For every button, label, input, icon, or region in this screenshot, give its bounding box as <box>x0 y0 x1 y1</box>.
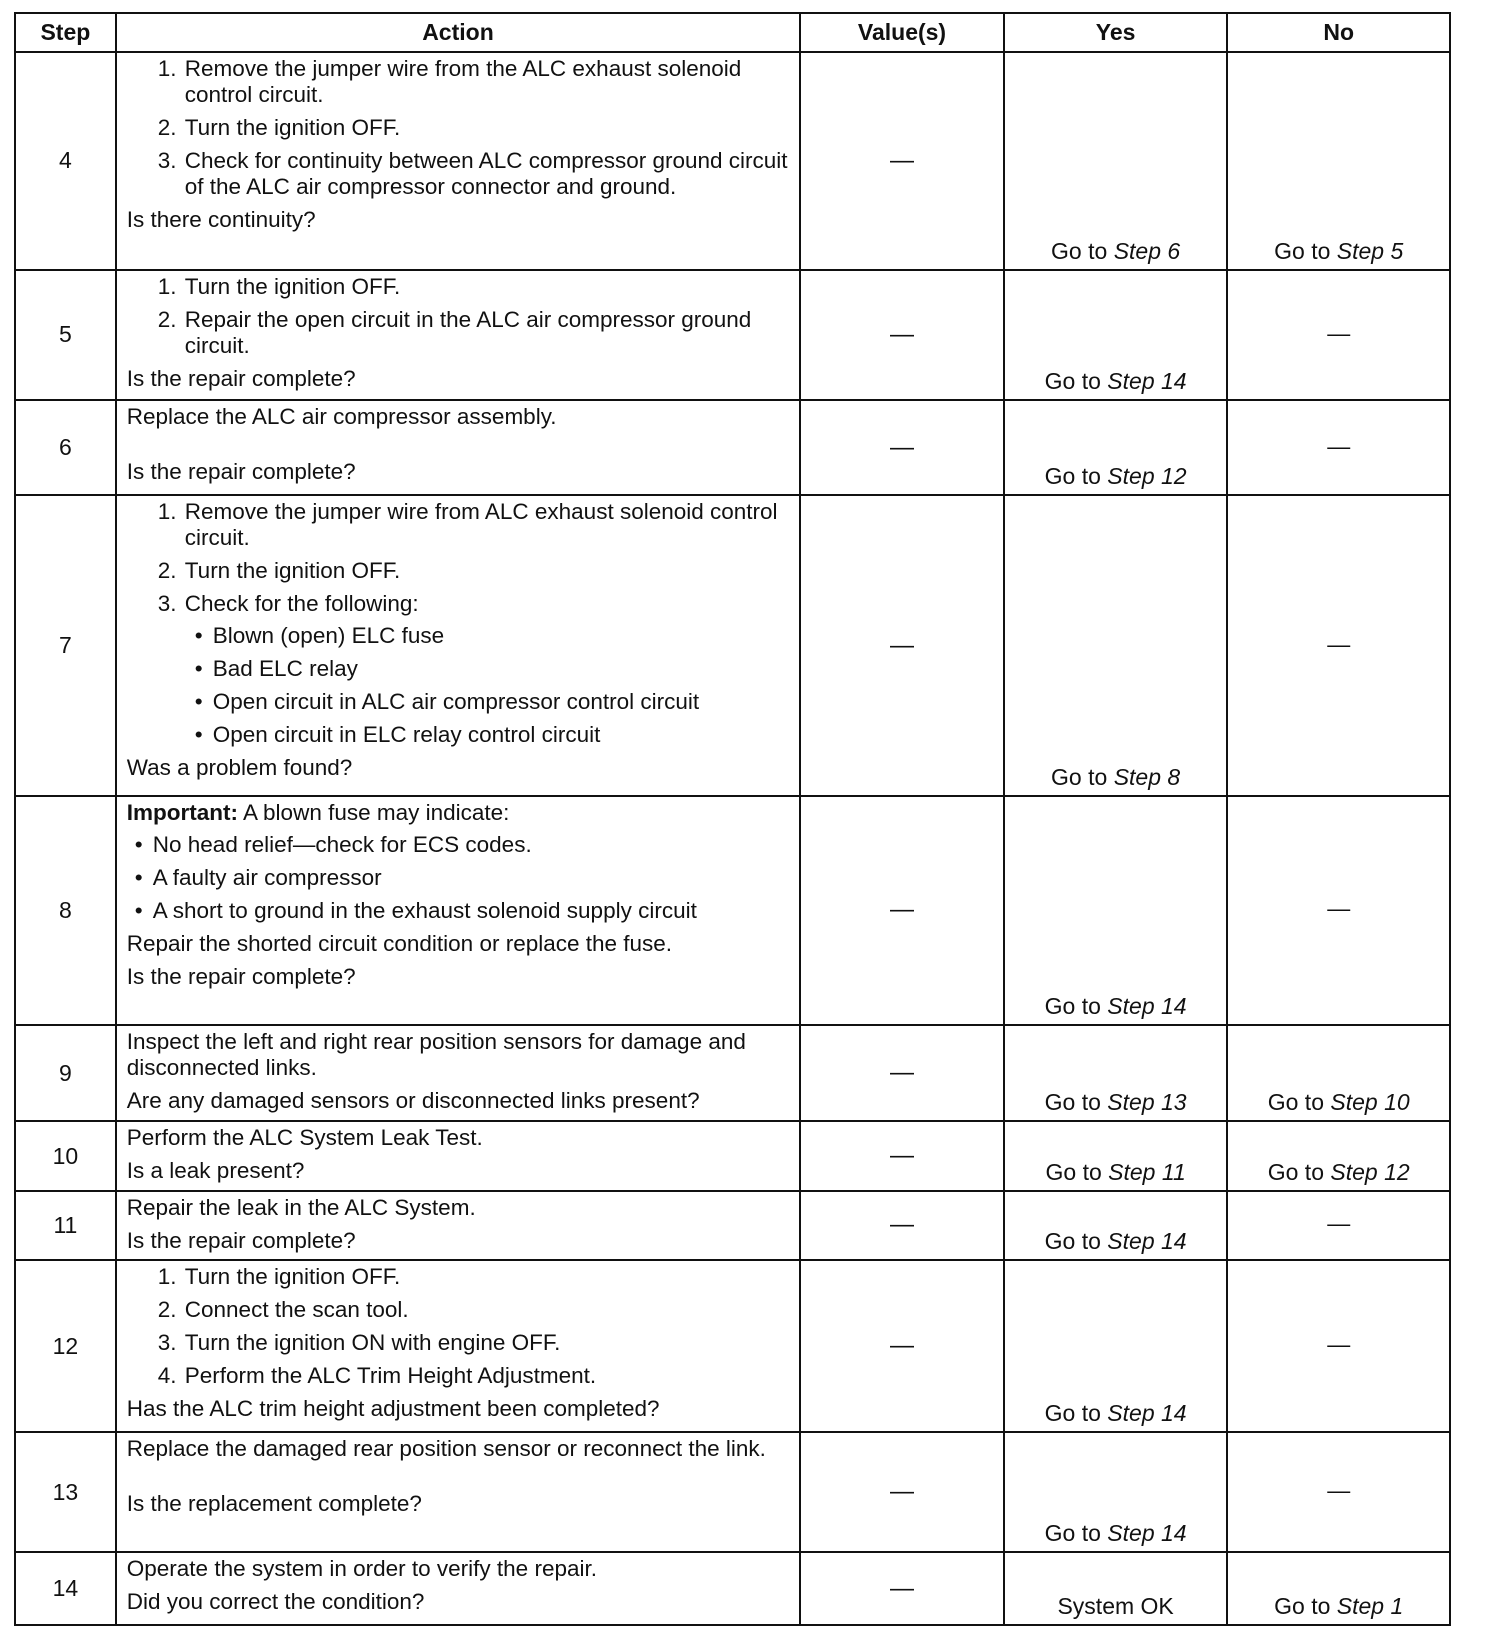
table-row <box>15 270 1450 401</box>
step-number: 14 <box>15 1552 116 1625</box>
go-to-label: Go to <box>1267 1089 1324 1116</box>
question: Is the repair complete? <box>126 963 356 989</box>
yes-step-link: Step 14 <box>1107 1400 1187 1427</box>
step-number: 11 <box>15 1191 116 1260</box>
go-to-label: Go to <box>1044 1089 1101 1116</box>
action-cell <box>116 1260 800 1432</box>
value-dash: — <box>800 270 1004 401</box>
action-cell <box>116 1025 800 1121</box>
action-step: 1. Turn the ignition OFF. <box>183 274 791 300</box>
action-steps <box>127 56 791 200</box>
no-dash: — <box>1227 1432 1450 1552</box>
go-to-label: Go to <box>1267 1158 1324 1185</box>
value-dash: — <box>800 52 1004 270</box>
table-row <box>15 1260 1450 1432</box>
action-steps <box>127 274 791 359</box>
question: Was a problem found? <box>126 755 353 781</box>
go-to-label: Go to <box>1274 237 1331 264</box>
go-to-label: Go to <box>1274 1593 1331 1619</box>
action-step: 3. Turn the ignition ON with engine OFF. <box>183 1330 791 1356</box>
table-row <box>15 495 1450 796</box>
yes-cell <box>1004 1025 1228 1121</box>
yes-step-link: Step 14 <box>1107 1520 1187 1547</box>
go-to-label: Go to <box>1044 1520 1101 1547</box>
question: Has the ALC trim height adjustment been completed? <box>126 1396 660 1422</box>
yes-cell <box>1004 1432 1228 1552</box>
no-step-link: Step 5 <box>1336 237 1404 264</box>
yes-cell <box>1004 1121 1228 1190</box>
value-dash: — <box>800 1191 1004 1260</box>
value-dash: — <box>800 1025 1004 1121</box>
no-step-link: Step 1 <box>1336 1593 1404 1619</box>
yes-step-link: Step 14 <box>1107 1228 1187 1255</box>
go-to-label: Go to <box>1045 1158 1102 1185</box>
question: Is a leak present? <box>126 1158 305 1184</box>
value-dash: — <box>800 1432 1004 1552</box>
value-dash: — <box>800 400 1004 495</box>
yes-step-link: Step 6 <box>1113 237 1181 264</box>
question: Is the repair complete? <box>126 365 356 391</box>
yes-cell <box>1004 1552 1228 1625</box>
action-cell <box>116 1121 800 1190</box>
bullet-item: • A faulty air compressor <box>135 865 791 891</box>
header-action: Action <box>116 13 800 52</box>
go-to-label: Go to <box>1044 463 1101 490</box>
action-cell <box>116 270 800 401</box>
action-steps <box>127 1264 791 1389</box>
step-number: 8 <box>15 796 116 1025</box>
go-to-label: Go to <box>1044 1228 1101 1255</box>
no-dash: — <box>1227 1191 1450 1260</box>
action-cell <box>116 400 800 495</box>
action-steps <box>127 499 791 748</box>
no-cell <box>1227 52 1450 270</box>
table-row <box>15 52 1450 270</box>
yes-cell <box>1004 495 1228 796</box>
value-dash: — <box>800 1260 1004 1432</box>
table-row <box>15 1552 1450 1625</box>
important-label: Important: <box>126 799 239 825</box>
action-cell <box>116 1552 800 1625</box>
action-step: 2. Turn the ignition OFF. <box>183 558 791 584</box>
step-number: 12 <box>15 1260 116 1432</box>
table-row <box>15 1191 1450 1260</box>
go-to-label: Go to <box>1044 1400 1101 1427</box>
no-step-link: Step 12 <box>1330 1158 1410 1185</box>
yes-cell <box>1004 52 1228 270</box>
table-row <box>15 796 1450 1025</box>
no-cell <box>1227 1121 1450 1190</box>
action-text: Inspect the left and right rear position sensors for damage and disconnected links. <box>126 1028 746 1080</box>
action-text: Perform the ALC System Leak Test. <box>126 1125 483 1151</box>
go-to-label: Go to <box>1051 763 1108 790</box>
yes-cell <box>1004 1260 1228 1432</box>
bullet-item: • No head relief—check for ECS codes. <box>135 832 791 858</box>
action-step: 1. Remove the jumper wire from the ALC exhaust solenoid control circuit. <box>183 56 791 108</box>
step-number: 10 <box>15 1121 116 1190</box>
value-dash: — <box>800 1552 1004 1625</box>
step-number: 5 <box>15 270 116 401</box>
bullet-item: • Bad ELC relay <box>195 656 791 682</box>
question: Is the repair complete? <box>126 1227 356 1253</box>
diagnostic-table <box>14 12 1451 1626</box>
bullet-item: • Blown (open) ELC fuse <box>195 623 791 649</box>
step-number: 13 <box>15 1432 116 1552</box>
action-step: 3. Check for continuity between ALC compressor ground circuit of the ALC air compressor connector and ground. <box>183 148 791 200</box>
yes-cell <box>1004 400 1228 495</box>
bullet-list <box>185 623 791 748</box>
table-row <box>15 1121 1450 1190</box>
bullet-item: • Open circuit in ELC relay control circuit <box>195 722 791 748</box>
yes-step-link: Step 12 <box>1107 463 1187 490</box>
question: Are any damaged sensors or disconnected links present? <box>126 1087 700 1113</box>
no-step-link: Step 10 <box>1330 1089 1410 1116</box>
action-step <box>183 591 791 748</box>
question: Is the replacement complete? <box>126 1491 422 1517</box>
table-row <box>15 400 1450 495</box>
question: Did you correct the condition? <box>126 1589 425 1615</box>
header-yes: Yes <box>1004 13 1228 52</box>
header-row <box>15 13 1450 52</box>
action-step: 2. Turn the ignition OFF. <box>183 115 791 141</box>
go-to-label: Go to <box>1051 237 1108 264</box>
go-to-label: Go to <box>1044 992 1101 1019</box>
step-number: 4 <box>15 52 116 270</box>
no-dash: — <box>1227 1260 1450 1432</box>
action-cell <box>116 796 800 1025</box>
action-text: Operate the system in order to verify the repair. <box>126 1556 597 1582</box>
action-text: Repair the leak in the ALC System. <box>126 1194 476 1220</box>
action-cell <box>116 52 800 270</box>
step-number: 6 <box>15 400 116 495</box>
header-values: Value(s) <box>800 13 1004 52</box>
action-step-text: Check for the following: <box>184 591 419 617</box>
action-cell <box>116 1432 800 1552</box>
action-text: Replace the damaged rear position sensor or reconnect the link. <box>126 1436 766 1462</box>
yes-cell <box>1004 270 1228 401</box>
no-cell <box>1227 1025 1450 1121</box>
bullet-item: • Open circuit in ALC air compressor control circuit <box>195 689 791 715</box>
yes-step-link: Step 13 <box>1107 1089 1187 1116</box>
no-dash: — <box>1227 495 1450 796</box>
question: Is there continuity? <box>126 207 316 232</box>
action-text: Repair the shorted circuit condition or replace the fuse. <box>126 930 673 956</box>
yes-step-link: Step 11 <box>1108 1158 1186 1185</box>
value-dash: — <box>800 796 1004 1025</box>
bullet-item: • A short to ground in the exhaust solenoid supply circuit <box>135 898 791 924</box>
bullet-list <box>127 832 791 924</box>
header-no: No <box>1227 13 1450 52</box>
no-dash: — <box>1227 796 1450 1025</box>
step-number: 7 <box>15 495 116 796</box>
action-step: 4. Perform the ALC Trim Height Adjustment. <box>183 1363 791 1389</box>
step-number: 9 <box>15 1025 116 1121</box>
table-row <box>15 1025 1450 1121</box>
yes-result: System OK <box>1057 1593 1174 1619</box>
action-step: 2. Repair the open circuit in the ALC air compressor ground circuit. <box>183 307 791 359</box>
action-cell <box>116 1191 800 1260</box>
yes-step-link: Step 14 <box>1107 992 1187 1019</box>
action-text: Replace the ALC air compressor assembly. <box>126 404 557 430</box>
no-dash: — <box>1227 270 1450 401</box>
action-cell <box>116 495 800 796</box>
important-note <box>127 800 791 826</box>
value-dash: — <box>800 495 1004 796</box>
action-step: 1. Turn the ignition OFF. <box>183 1264 791 1290</box>
yes-cell <box>1004 796 1228 1025</box>
value-dash: — <box>800 1121 1004 1190</box>
yes-cell <box>1004 1191 1228 1260</box>
no-cell <box>1227 1552 1450 1625</box>
go-to-label: Go to <box>1044 368 1101 395</box>
yes-step-link: Step 8 <box>1113 763 1181 790</box>
no-dash: — <box>1227 400 1450 495</box>
important-text: A blown fuse may indicate: <box>238 799 510 825</box>
table-row <box>15 1432 1450 1552</box>
header-step: Step <box>15 13 116 52</box>
yes-step-link: Step 14 <box>1107 368 1187 395</box>
action-step: 1. Remove the jumper wire from ALC exhaust solenoid control circuit. <box>183 499 791 551</box>
question: Is the repair complete? <box>126 459 356 485</box>
action-step: 2. Connect the scan tool. <box>183 1297 791 1323</box>
